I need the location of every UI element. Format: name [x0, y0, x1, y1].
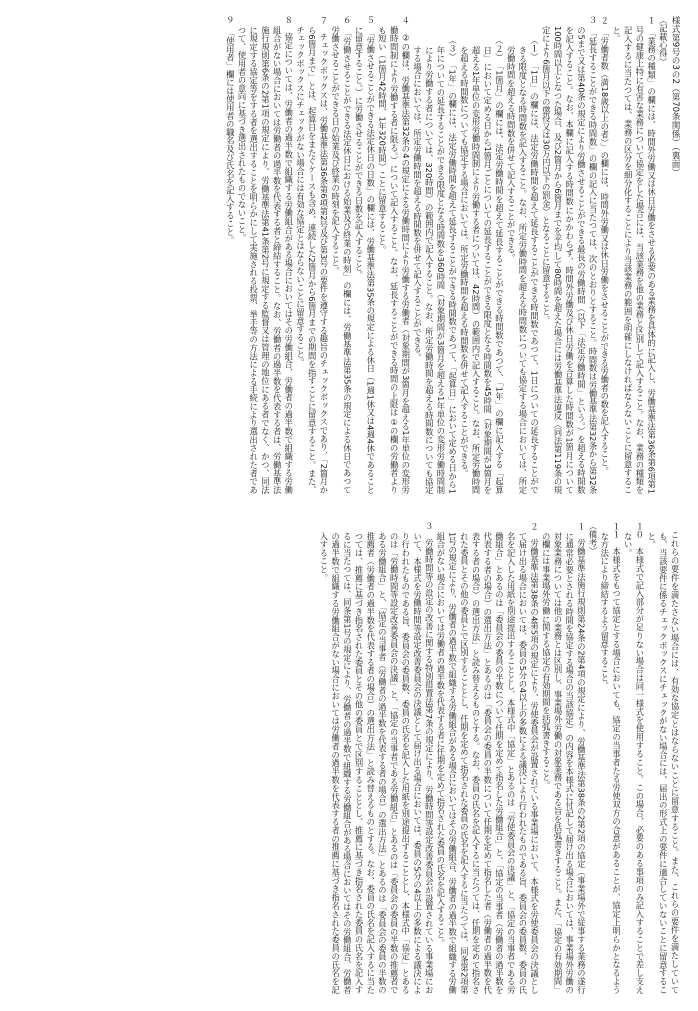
- notes-heading: （記載心得）: [658, 16, 669, 66]
- note-item: ６ 「労働させることができる法定休日における始業及び終業の時刻」の欄には、労働基準法第35条の規定による休日であつて労働させることができる日の始業及び終業の時刻を記入すること。: [330, 16, 353, 494]
- note-item: ３ 「延長することができる時間数」の欄の記入に当たつては、次のとおりとすること。時間数は労働基準法第32条から第32条の5まで又は第40条の規定により労働させることができる最長の労働時間（以下「法定労働時間」という。）を超える時間数を記入すること。なお、本欄に記入する時間数にかかわらず、時間外労働及び休日労働を合算した時間数が1箇月について100時間以上となつた場合、及び2箇月から6箇月までを平均して80時間を超えた場合には労働基準法違反（同法第119条の規定により6箇月以下の懲役又は30万円以下の罰金）となることに留意すること。: [541, 16, 599, 494]
- remark-item: １ 労働基準法施行規則第24条の2第4項の規定により、労働基準法第38条の2第2項の協定（事業場外で従事する業務の遂行に通常必要とされる時間を協定する場合の当該協定）の内容を本様式に付記して届け出る場合においては、事業場外労働の対象業務については他の業務とは区別し、事業場外労働の対象業務である旨を括弧書きすること。また、「協定の有効期間」の欄には事業場外労働に関する協定の有効期間を括弧書きすること。: [541, 522, 587, 994]
- form-title: 様式第9号の3の2（第70条関係）（裏面）: [670, 16, 680, 177]
- note-subitem: （２） 「1箇月」の欄には、法定労働時間を超えて延長することができる時間数であつて、「1年」の欄に記入する「起算日」において定める日から1箇月ごとについての延長することができる限度となる時間数を45時間（対象期間が3箇月を超える1年単位の変形労働時間制により労働する者については、42時間）の範囲内で記入すること。なお、所定労働時間を超える時間数についても協定する場合においては、所定労働時間を超える時間数を併せて記入することができる。: [459, 35, 505, 494]
- note-item: １１ 本様式をもつて協定とする場合においても、協定の当事者たる労使双方の合意があることが、協定上明らかとなるような方法により締結するよう留意すること。: [599, 522, 622, 994]
- instructions-section: [18, 16, 680, 494]
- note-item-continued: これらの要件を満たさない場合には、有効な協定とはならないことに留意すること。また、これらの要件を満たしていても、当該要件に係るチェックボックスにチェックがない場合には、届出の形式上の要件に適合していないことに留意すること。: [646, 522, 680, 994]
- note-item: １ 「業務の種類」の欄には、時間外労働又は休日労働をさせる必要のある業務を具体的に記入し、労働基準法第36条第6項第1号の健康上特に有害な業務について協定をした場合には、当該業務を他の業務と区別して記入すること。なお、業務の種類を記入するに当たつては、業務の区分を細分化することにより当該業務の範囲を明確にしなければならないことに留意すること。: [611, 16, 657, 494]
- note-subitem: （１） 「1日」の欄には、法定労働時間を超えて延長することができる時間数であつて、1日についての延長することができる限度となる時間数を記入すること。なお、所定労働時間を超える時間数についても協定する場合においては、所定労働時間を超える時間数を併せて記入することができる。: [506, 35, 540, 494]
- note-item: ２ 「労働者数（満18歳以上の者）」の欄には、時間外労働又は休日労働をさせることができる労働者の数を記入すること。: [599, 16, 610, 475]
- remarks-heading: （備考）: [588, 522, 599, 556]
- note-item: ８ 協定については、労働者の過半数で組織する労働組合がある場合においてはその労働組合、労働者の過半数で組織する労働組合がない場合においては労働者の過半数を代表する者と締結すること。なお、労働者の過半数を代表する者は、労働基準法施行規則第6条の2第1項の規定により、労働基準法第41条第2号に規定する監督又は管理の地位にある者でなく、かつ、同法に規定する協定等をする者を選出することを明らかにして実施される投票、挙手等の方法による手続により選出された者であつて、使用者の意向に基づき選出されたものでないこと。: [236, 16, 294, 494]
- remark-item: ３ 労働時間等の設定の改善に関する特別措置法第7条の規定により、労働時間等設定改善委員会が設置されている事業場において、本様式を労働時間等設定改善委員会の決議として届け出る場合においては、委員の5分の4以上の多数による議決により行われたものである旨、委員会の委員数、委員の氏名を記入した用紙を別途提出することとし、本様式中「協定」とあるのは「労働時間等設定改善委員会の決議」と、「協定の当事者である労働組合」とあるのは「委員会の委員の半数の推薦者である労働組合」と、「協定の当事者（労働者の過半数を代表する者の場合）の選出方法」とあるのは「委員会の委員の半数の推薦者（労働者の過半数を代表する者の場合）の選出方法」と読み替えるものとする。なお、委員の氏名を記入するに当たつては、推薦に基づき指名された委員とその他の委員とで区別することとし、推薦に基づき指名された委員の氏名を記入するに当たつては、同条第1号の規定により、労働者の過半数で組織する労働組合がある場合においてはその労働組合、労働者の過半数で組織する労働組合がない場合においては労働者の過半数を代表する者の推薦に基づき指名された委員の氏名を記入すること。: [318, 522, 435, 994]
- remarks-section: [18, 522, 680, 994]
- note-subitem: （３） 「1年」の欄には、法定労働時間を超えて延長することができる時間数であつて、「起算日」において定める日から1年についての延長することができる限度となる時間数を360時間（対象期間が3箇月を超える1年単位の変形労働時間制により労働する者については、320時間）の範囲内で記入すること。なお、所定労働時間を超える時間数についても協定する場合においては、所定労働時間を超える時間数を併せて記入することができる。: [412, 35, 458, 494]
- note-item: ５ 「労働させることができる法定休日の日数」の欄には、労働基準法第35条の規定による休日（1週1休又は4週4休であることに留意すること。）に労働させることができる日数を記入すること。: [354, 16, 376, 494]
- note-item: ４ ②の欄は、労働基準法第32条の4の規定による労働時間により労働する労働者（対象期間が3箇月を超える1年単位の変形労働時間制により労働する者に限る。）について記入すること。なお、延長することができる時間の上限は①の欄の労働者よりも短い（1箇月42時間、1年320時間）ことに留意すること。: [377, 16, 411, 494]
- note-item: １０ 本様式で記入部分が足りない場合は同一様式を使用すること。この場合、必要のある事項のみ記入することで差し支えない。: [623, 522, 645, 994]
- note-item: ９ 「使用者」欄には使用者の職名及び氏名を記入すること。: [225, 16, 236, 245]
- note-item: ７ チェックボックスは、労働基準法第36条第6項第2号及び第3号の要件を遵守する趣旨のチェックボックスであり、「2箇月から6箇月まで」とは、起算日をまたぐケースも含め、連続した2箇月から6箇月までの期間を指すことに留意すること。また、チェックボックスにチェックがない場合には有効な協定とはならないことに留意すること。: [295, 16, 329, 494]
- remark-item: ２ 労働基準法第38条の4第5項の規定により、労使委員会が設置されている事業場において、本様式を労使委員会の決議として届け出る場合においては、委員の5分の4以上の多数による議決により行われたものである旨、委員会の委員数、委員の氏名を記入した用紙を別途提出することとし、本様式中「協定」とあるのは「労使委員会の決議」と、「協定の当事者である労働組合」とあるのは「委員会の委員の半数について任期を定めて指名した労働組合」と、「協定の当事者（労働者の過半数を代表する者の場合）の選出方法」とあるのは「委員会の委員の半数について任期を定めて指名した者（労働者の過半数を代表する者の場合）の選出方法」と読み替えるものとする。なお、委員の氏名を記入するに当たつては、任期を定めて指名された委員とその他の委員とで区別することとし、任期を定めて指名された委員の氏名を記入するに当たつては、同条第2項第1号の規定により、労働者の過半数で組織する労働組合がある場合においてはその労働組合、労働者の過半数で組織する労働組合がない場合においては労働者の過半数を代表する者に任期を定めて指名された委員の氏名を記入すること。: [435, 522, 540, 994]
